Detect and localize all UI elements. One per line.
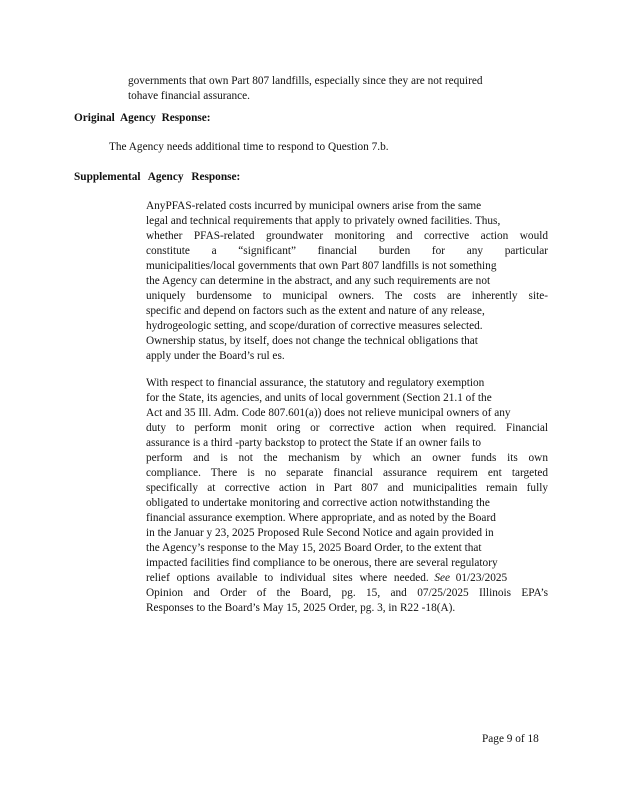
- text-line: apply under the Board’s rul es.: [146, 350, 285, 362]
- text-line: specifically at corrective action in Part 807 and municipalities remain fully: [146, 482, 548, 494]
- text-line: the Agency can determine in the abstract, and any such requirements are not: [146, 275, 491, 287]
- text-line: the Agency’s response to the May 15, 2025 Board Order, to the extent that: [146, 542, 482, 554]
- text-line: Act and 35 Ill. Adm. Code 807.601(a)) does not relieve municipal owners of any: [146, 407, 511, 419]
- text-line: specific and depend on factors such as the extent and nature of any release,: [146, 305, 485, 317]
- text-line: Ownership status, by itself, does not change the technical obligations that: [146, 335, 478, 347]
- text-line: assurance is a third -party backstop to protect the State if an owner fails to: [146, 437, 482, 449]
- text-line: compliance. There is no separate financial assurance requirem ent targeted: [146, 467, 548, 479]
- text-line: whether PFAS-related groundwater monitoring and corrective action would: [146, 230, 548, 242]
- supplemental-paragraph-2: [146, 376, 548, 616]
- text-line: With respect to financial assurance, the statutory and regulatory exemption: [146, 377, 485, 389]
- supplemental-response-heading: Supplemental Agency Response:: [74, 171, 241, 183]
- text-segment: relief options available to individual sites where needed.: [146, 572, 429, 584]
- text-line: uniquely burdensome to municipal owners. The costs are inherently site-: [146, 290, 548, 302]
- original-response-text: The Agency needs additional time to respond to Question 7.b.: [109, 141, 389, 153]
- see-signal: See: [434, 572, 451, 584]
- text-line: legal and technical requirements that apply to privately owned facilities. Thus,: [146, 215, 501, 227]
- text-line: AnyPFAS-related costs incurred by municipal owners arise from the same: [146, 200, 482, 212]
- text-line: municipalities/local governments that own Part 807 landfills is not something: [146, 260, 497, 272]
- text-line: Opinion and Order of the Board, pg. 15, and 07/25/2025 Illinois EPA’s: [146, 587, 548, 599]
- text-line: financial assurance exemption. Where appropriate, and as noted by the Board: [146, 512, 496, 524]
- text-line-with-citation: [146, 571, 548, 586]
- text-line: duty to perform monit oring or corrective action when required. Financial: [146, 422, 548, 434]
- text-line: hydrogeologic setting, and scope/duration of corrective measures selected.: [146, 320, 483, 332]
- supplemental-paragraph-1: [146, 199, 548, 364]
- question-continuation: [128, 74, 528, 104]
- text-line: tohave financial assurance.: [128, 90, 251, 102]
- text-segment: 01/23/2025: [455, 572, 508, 584]
- text-line: constitute a “significant” financial burden for any particular: [146, 245, 548, 257]
- text-line: obligated to undertake monitoring and corrective action notwithstanding the: [146, 497, 490, 509]
- original-response-heading: Original Agency Response:: [74, 112, 211, 124]
- page-number: Page 9 of 18: [482, 733, 539, 745]
- text-line: perform and is not the mechanism by which an owner funds its own: [146, 452, 548, 464]
- text-line: governments that own Part 807 landfills, especially since they are not required: [128, 75, 483, 87]
- text-line: for the State, its agencies, and units of local government (Section 21.1 of the: [146, 392, 492, 404]
- text-line: Responses to the Board’s May 15, 2025 Order, pg. 3, in R22 -18(A).: [146, 602, 456, 614]
- text-line: impacted facilities find compliance to be onerous, there are several regulatory: [146, 557, 498, 569]
- text-line: in the Januar y 23, 2025 Proposed Rule Second Notice and again provided in: [146, 527, 494, 539]
